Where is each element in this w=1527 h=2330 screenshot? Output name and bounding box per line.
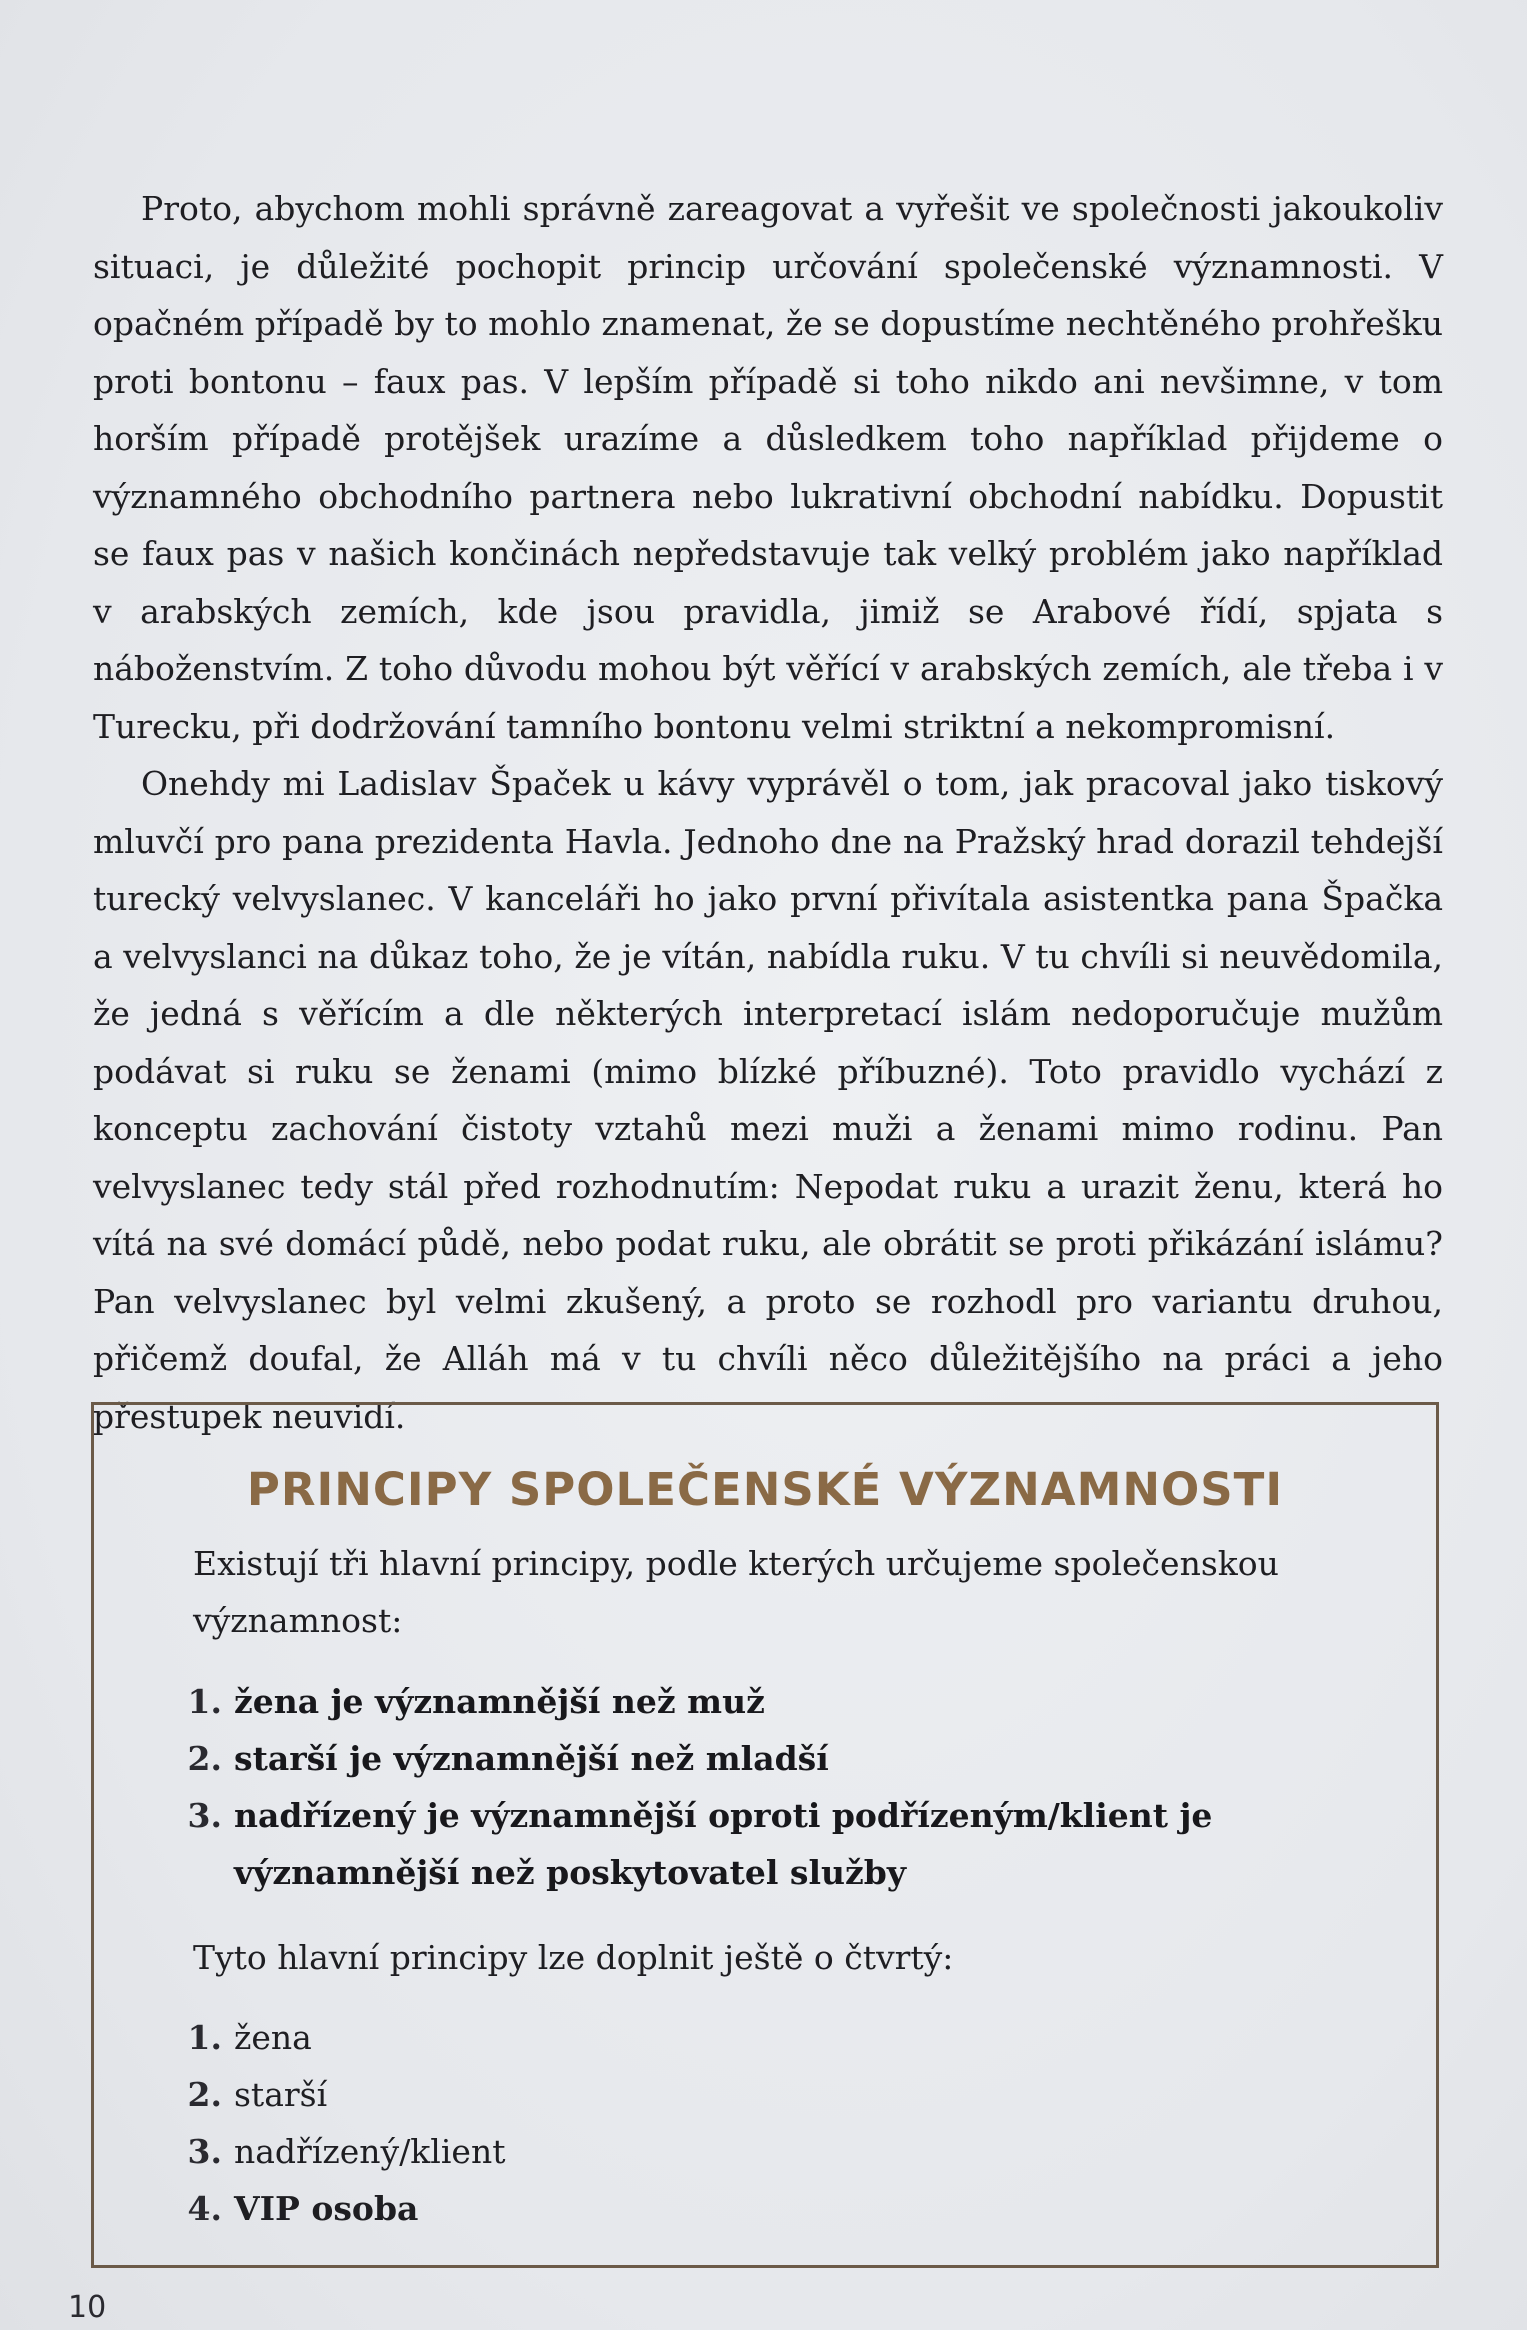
list-text: žena je významnější než muž (234, 1682, 765, 1721)
principles-list (154, 1673, 1354, 1901)
list-text: starší (234, 2075, 328, 2114)
box-intro: Existují tři hlavní principy, podle kterých určujeme společenskou významnost: (193, 1544, 1279, 1640)
list-text: nadřízený je významnější oproti podřízeným/klient je významnější než poskytovatel služby (234, 1796, 1213, 1892)
list-item (154, 1787, 1354, 1901)
order-list (154, 2009, 1354, 2237)
list-number: 2. (187, 1739, 222, 1778)
body-text (93, 180, 1443, 1445)
list-text: nadřízený/klient (234, 2132, 506, 2171)
list-item (154, 1673, 1354, 1730)
box-middle-text: Tyto hlavní principy lze doplnit ještě o čtvrtý: (193, 1938, 954, 1977)
list-text: VIP osoba (234, 2189, 419, 2228)
list-number: 1. (187, 1682, 222, 1721)
principles-box (91, 1402, 1439, 2268)
list-item (154, 2009, 1354, 2066)
list-number: 4. (187, 2189, 222, 2228)
box-title: PRINCIPY SPOLEČENSKÉ VÝZNAMNOSTI (246, 1463, 1284, 1516)
list-number: 1. (187, 2018, 222, 2057)
list-text: žena (234, 2018, 312, 2057)
list-item (154, 2066, 1354, 2123)
list-item (154, 2180, 1354, 2237)
list-number: 2. (187, 2075, 222, 2114)
list-item (154, 2123, 1354, 2180)
paragraph-spacek-story: Onehdy mi Ladislav Špaček u kávy vyprávěl o tom, jak pracoval jako tiskový mluvčí pro pana prezidenta Havla. Jednoho dne na Pražský hrad dorazil tehdejší turecký velvyslanec. V kanceláři ho jako první přivítala asistentka pana Špačka a velvyslanci na důkaz toho, že je vítán, nabídla ruku. V tu chvíli si neuvědomila, že jedná s věřícím a dle některých interpretací islám nedoporučuje mužům podávat si ruku se ženami (mimo blízké příbuzné). Toto pravidlo vychází z konceptu zachování čistoty vztahů mezi muži a ženami mimo rodinu. Pan velvyslanec tedy stál před rozhodnutím: Nepodat ruku a urazit ženu, která ho vítá na své domácí půdě, nebo podat ruku, ale obrátit se proti přikázání islámu? Pan velvyslanec byl velmi zkušený, a proto se rozhodl pro variantu druhou, přičemž doufal, že Alláh má v tu chvíli něco důležitějšího na práci a jeho přestupek neuvidí. (93, 764, 1443, 1436)
page-number: 10 (68, 2290, 107, 2325)
list-number: 3. (187, 1796, 222, 1835)
list-text: starší je významnější než mladší (234, 1739, 829, 1778)
list-number: 3. (187, 2132, 222, 2171)
paragraph-faux-pas: Proto, abychom mohli správně zareagovat a vyřešit ve společnosti jakoukoliv situaci, je důležité pochopit princip určování společenské významnosti. V opačném případě by to mohlo znamenat, že se dopustíme nechtěného prohřešku proti bontonu – faux pas. V lepším případě si toho nikdo ani nevšimne, v tom horším případě protějšek urazíme a důsledkem toho například přijdeme o významného obchodního partnera nebo lukrativní obchodní nabídku. Dopustit se faux pas v našich končinách nepředstavuje tak velký problém jako například v arabských zemích, kde jsou pravidla, jimiž se Arabové řídí, spjata s náboženstvím. Z toho důvodu mohou být věřící v arabských zemích, ale třeba i v Turecku, při dodržování tamního bontonu velmi striktní a nekompromisní. (93, 189, 1443, 746)
list-item (154, 1730, 1354, 1787)
